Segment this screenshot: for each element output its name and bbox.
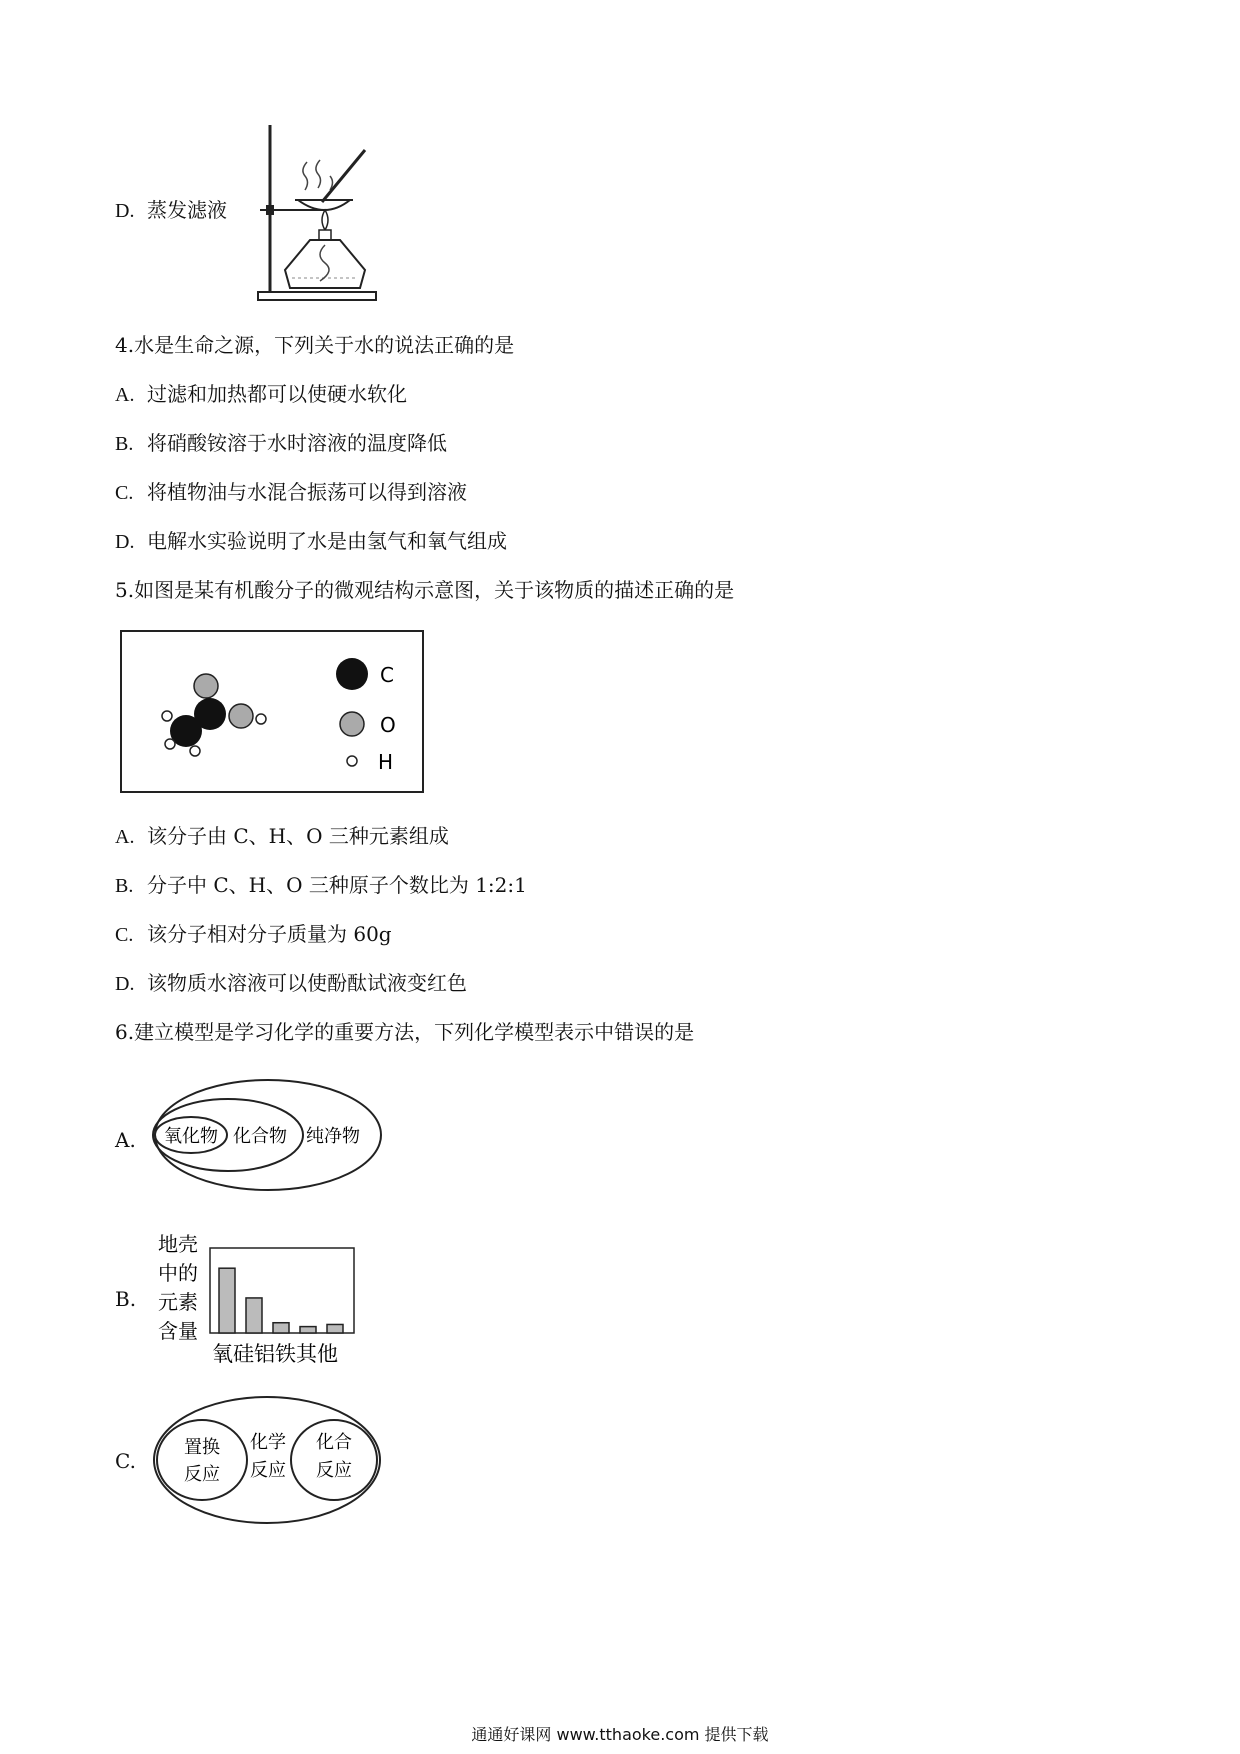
bar-铁 xyxy=(300,1327,316,1333)
legend-c: C xyxy=(380,663,394,687)
option-letter: A. xyxy=(115,384,135,406)
reaction-classification-diagram xyxy=(150,1393,384,1528)
molecule-diagram xyxy=(120,630,425,794)
q6-option-c-letter: C. xyxy=(115,1449,136,1473)
option-letter: C. xyxy=(115,924,134,946)
option-text: 该分子相对分子质量为 60g xyxy=(147,922,392,946)
option-text: 电解水实验说明了水是由氢气和氧气组成 xyxy=(147,529,507,553)
q6-option-b-letter: B. xyxy=(115,1287,137,1311)
legend-carbon-icon xyxy=(336,658,368,690)
outer-label: 纯净物 xyxy=(306,1126,360,1147)
q6-stem: 6.建立模型是学习化学的重要方法，下列化学模型表示中错误的是 xyxy=(115,1020,695,1044)
left-label-2: 反应 xyxy=(184,1464,220,1485)
center-label-2: 反应 xyxy=(250,1460,286,1481)
option-text: 该分子由 C、H、O 三种元素组成 xyxy=(147,824,449,848)
option-letter: D. xyxy=(115,973,135,995)
ylabel-line: 中的 xyxy=(158,1261,198,1285)
bar-其他 xyxy=(327,1324,343,1333)
option-text: 分子中 C、H、O 三种原子个数比为 1:2:1 xyxy=(147,873,527,897)
ylabel-line: 元素 xyxy=(158,1290,198,1314)
q4-stem: 4.水是生命之源，下列关于水的说法正确的是 xyxy=(115,333,515,357)
legend-hydrogen-icon xyxy=(347,756,357,766)
bars-group xyxy=(219,1268,343,1333)
inner-label: 氧化物 xyxy=(164,1126,218,1147)
q4-option-d xyxy=(115,528,507,555)
q5-option-b xyxy=(115,872,527,899)
option-text: 蒸发滤液 xyxy=(147,198,227,222)
legend-h: H xyxy=(378,750,394,774)
option-letter: D. xyxy=(115,200,135,222)
ylabel-line: 地壳 xyxy=(158,1232,198,1256)
bar-硅 xyxy=(246,1298,262,1333)
evaporation-apparatus-image xyxy=(250,120,390,305)
middle-label: 化合物 xyxy=(233,1126,287,1147)
option-letter: D. xyxy=(115,531,135,553)
option-letter: B. xyxy=(115,433,134,455)
hydrogen-atom xyxy=(162,711,172,721)
q5-option-c xyxy=(115,921,392,948)
bar-氧 xyxy=(219,1268,235,1333)
q4-option-c xyxy=(115,479,467,506)
option-text: 过滤和加热都可以使硬水软化 xyxy=(147,382,407,406)
ylabel-line: 含量 xyxy=(158,1319,198,1343)
q5-stem: 5.如图是某有机酸分子的微观结构示意图，关于该物质的描述正确的是 xyxy=(115,578,735,602)
oxygen-atom xyxy=(194,674,218,698)
right-label-2: 反应 xyxy=(316,1460,352,1481)
oxygen-atom xyxy=(229,704,253,728)
hydrogen-atom xyxy=(165,739,175,749)
option-text: 该物质水溶液可以使酚酞试液变红色 xyxy=(147,971,467,995)
hydrogen-atom xyxy=(256,714,266,724)
right-label-1: 化合 xyxy=(316,1432,352,1453)
left-label-1: 置换 xyxy=(184,1437,220,1458)
page-footer: 通通好课网 www.tthaoke.com 提供下载 xyxy=(471,1725,769,1744)
q6-option-a-letter: A. xyxy=(115,1128,136,1152)
option-text: 将植物油与水混合振荡可以得到溶液 xyxy=(147,480,467,504)
crust-element-chart xyxy=(150,1226,370,1371)
q3-option-d xyxy=(115,197,227,224)
q4-option-b xyxy=(115,430,447,457)
option-letter: A. xyxy=(115,826,135,848)
nested-classification-diagram xyxy=(148,1073,388,1203)
legend-o: O xyxy=(380,713,396,737)
center-label-1: 化学 xyxy=(250,1432,286,1453)
option-letter: C. xyxy=(115,482,134,504)
option-letter: B. xyxy=(115,875,134,897)
q5-option-d xyxy=(115,970,467,997)
option-text: 将硝酸铵溶于水时溶液的温度降低 xyxy=(147,431,447,455)
q5-option-a xyxy=(115,823,449,850)
legend-oxygen-icon xyxy=(340,712,364,736)
q4-option-a xyxy=(115,381,407,408)
category-labels: 氧硅铝铁其他 xyxy=(212,1342,338,1366)
hydrogen-atom xyxy=(190,746,200,756)
bar-铝 xyxy=(273,1323,289,1333)
